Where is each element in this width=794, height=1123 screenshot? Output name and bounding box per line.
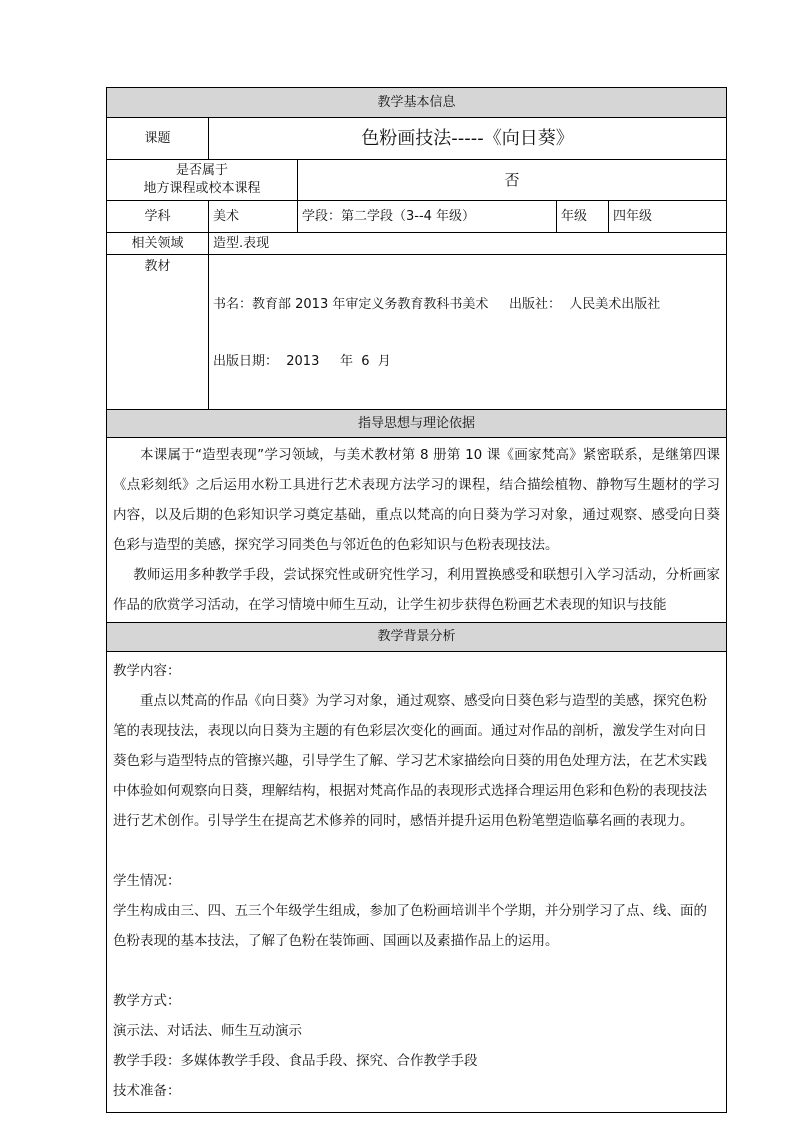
tech-prep: 技术准备： [113,1083,181,1099]
stage-value: 学段：第二学段（3--4 年级） [298,201,557,233]
field-value: 造型.表现 [209,233,727,255]
guiding-content-row [107,438,727,623]
local-course-label-line1: 是否属于 [175,163,228,178]
spacer [113,956,720,986]
grade-value: 四年级 [609,201,727,233]
local-course-label [107,160,298,201]
method-heading: 教学方式： [113,993,181,1009]
guiding-content [107,438,727,623]
textbook-label: 教材 [107,255,209,410]
guiding-paragraph-1: 本课属于“造型表现”学习领域，与美术教材第 8 册第 10 课《画家梵高》紧密联系，是继第四课《点彩刻纸》之后运用水粉工具进行艺术表现方法学习的课程，结合描绘植物、静物写生题材的学习内容，以及后期的色彩知识学习奠定基础，重点以梵高的向日葵为学习对象，通过观察、感受向日葵色彩与造型的美感，探究学习同类色与邻近色的色彩知识与色粉表现技法。 [113,447,721,553]
textbook-info [209,255,727,410]
topic-row [107,118,727,160]
content-heading: 教学内容： [113,663,181,679]
background-content [107,652,727,1113]
topic-label: 课题 [107,118,209,160]
section-header-background: 教学背景分析 [107,623,727,652]
spacer [113,836,720,866]
section-header-guiding: 指导思想与理论依据 [107,410,727,438]
local-course-value: 否 [298,160,727,201]
field-label: 相关领域 [107,233,209,255]
local-course-row [107,160,727,201]
section-background-row [107,623,727,652]
lesson-plan-table [106,87,727,1113]
teaching-means: 教学手段：多媒体教学手段、食品手段、探究、合作教学手段 [113,1053,478,1069]
local-course-label-line2: 地方课程或校本课程 [143,181,261,196]
field-row [107,233,727,255]
guiding-paragraph-2: 教师运用多种教学手段，尝试探究性或研究性学习，利用置换感受和联想引入学习活动，分析画家作品的欣赏学习活动，在学习情境中师生互动，让学生初步获得色粉画艺术表现的知识与技能 [113,567,721,613]
section-guiding-row [107,410,727,438]
subject-row [107,201,727,233]
section-basic-info-row [107,88,727,118]
subject-label: 学科 [107,201,209,233]
textbook-line-2: 出版日期： 2013 年 6 月 [213,354,391,369]
textbook-line-1: 书名：教育部 2013 年审定义务教育教科书美术 出版社： 人民美术出版社 [213,297,661,312]
subject-value: 美术 [209,201,298,233]
student-body: 学生构成由三、四、五三个年级学生组成，参加了色粉画培训半个学期，并分别学习了点、线、面的色粉表现的基本技法，了解了色粉在装饰画、国画以及素描作品上的运用。 [113,903,707,949]
student-heading: 学生情况： [113,873,181,889]
topic-value: 色粉画技法-----《向日葵》 [209,118,727,160]
grade-label: 年级 [557,201,609,233]
textbook-row [107,255,727,410]
background-content-row [107,652,727,1113]
section-header-basic-info: 教学基本信息 [107,88,727,118]
method-body: 演示法、对话法、师生互动演示 [113,1023,302,1039]
content-body: 重点以梵高的作品《向日葵》为学习对象，通过观察、感受向日葵色彩与造型的美感，探究色粉笔的表现技法，表现以向日葵为主题的有色彩层次变化的画面。通过对作品的剖析，激发学生对向日葵色彩与造型特点的管擦兴趣，引导学生了解、学习艺术家描绘向日葵的用色处理方法，在艺术实践中体验如何观察向日葵，理解结构，根据对梵高作品的表现形式选择合理运用色彩和色粉的表现技法进行艺术创作。引导学生在提高艺术修养的同时，感悟并提升运用色粉笔塑造临摹名画的表现力。 [113,693,707,829]
lesson-plan-document [106,87,726,1113]
